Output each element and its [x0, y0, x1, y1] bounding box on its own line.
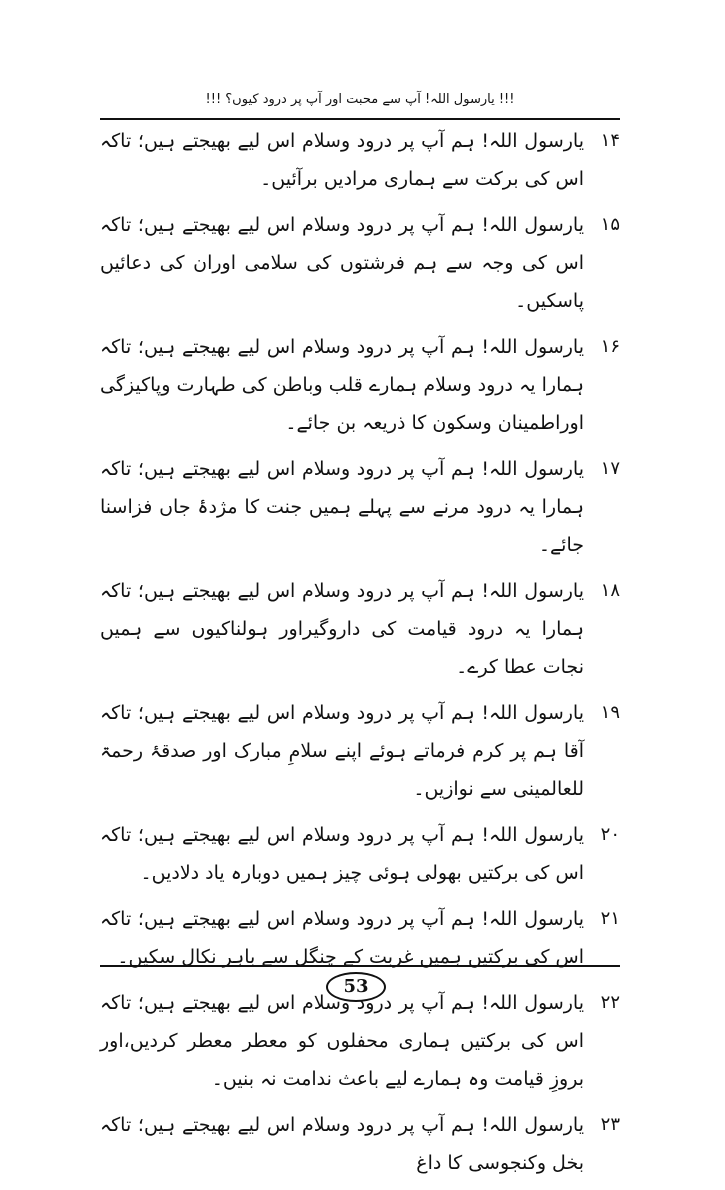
- list-item: [100, 450, 620, 564]
- entry-number: ۲۳: [600, 1114, 620, 1135]
- list-item: [100, 122, 620, 198]
- list-item: [100, 572, 620, 686]
- entry-text: یارسول اللہ! ہم آپ پر درود وسلام اس لیے بھیجتے ہیں؛ تاکہ ہمارا یہ درود وسلام ہمارے قلب وباطن کی طہارت وپاکیزگی اوراطمینان وسکون کا ذریعہ بن جائے۔: [100, 336, 584, 434]
- list-item: [100, 1106, 620, 1182]
- entry-number: ۱۷: [600, 458, 620, 479]
- entry-number: ۱۴: [600, 130, 620, 151]
- list-item: [100, 328, 620, 442]
- list-item: [100, 816, 620, 892]
- entry-number: ۱۶: [600, 336, 620, 357]
- entry-text: یارسول اللہ! ہم آپ پر درود وسلام اس لیے بھیجتے ہیں؛ تاکہ اس کی وجہ سے ہم فرشتوں کی سلامی اوران کی دعائیں پاسکیں۔: [100, 214, 584, 312]
- entry-number: ۱۹: [600, 702, 620, 723]
- entry-text: یارسول اللہ! ہم آپ پر درود وسلام اس لیے بھیجتے ہیں؛ تاکہ ہمارا یہ درود قیامت کی داروگیراور ہولناکیوں سے ہمیں نجات عطا کرے۔: [100, 580, 584, 678]
- page-number: 53: [326, 972, 386, 1002]
- entry-text: یارسول اللہ! ہم آپ پر درود وسلام اس لیے بھیجتے ہیں؛ تاکہ اس کی برکتیں ہماری محفلوں کو معطر معطر کردیں،اور بروزِ قیامت وہ ہمارے لیے باعث ندامت نہ بنیں۔: [100, 992, 584, 1090]
- entry-number: ۲۱: [600, 908, 620, 929]
- entry-text: یارسول اللہ! ہم آپ پر درود وسلام اس لیے بھیجتے ہیں؛ تاکہ ہمارا یہ درود مرنے سے پہلے ہمیں جنت کا مژدۂ جاں فزاسنا جائے۔: [100, 458, 584, 556]
- entry-number: ۲۰: [600, 824, 620, 845]
- entry-text: یارسول اللہ! ہم آپ پر درود وسلام اس لیے بھیجتے ہیں؛ تاکہ اس کی برکت سے ہماری مرادیں برآئیں۔: [100, 130, 584, 190]
- entry-number: ۱۸: [600, 580, 620, 601]
- list-item: [100, 694, 620, 808]
- entry-text: یارسول اللہ! ہم آپ پر درود وسلام اس لیے بھیجتے ہیں؛ تاکہ اس کی برکتیں بھولی ہوئی چیز ہمیں دوبارہ یاد دلادیں۔: [100, 824, 584, 884]
- entry-text: یارسول اللہ! ہم آپ پر درود وسلام اس لیے بھیجتے ہیں؛ تاکہ آقا ہم پر کرم فرماتے ہوئے اپنے سلامِ مبارک اور صدقۂ رحمۃ للعالمینی سے نوازیں۔: [100, 702, 584, 800]
- entry-number: ۲۲: [600, 992, 620, 1013]
- entry-text: یارسول اللہ! ہم آپ پر درود وسلام اس لیے بھیجتے ہیں؛ تاکہ بخل وکنجوسی کا داغ: [100, 1114, 584, 1174]
- entry-number: ۱۵: [600, 214, 620, 235]
- entry-text: یارسول اللہ! ہم آپ پر درود وسلام اس لیے بھیجتے ہیں؛ تاکہ اس کی برکتیں ہمیں غربت کے چنگل سے باہر نکال سکیں۔: [100, 908, 584, 968]
- header-rule: [100, 118, 620, 120]
- entry-list: [100, 122, 620, 1190]
- list-item: [100, 206, 620, 320]
- footer-rule: [100, 965, 620, 967]
- running-header: !!! یارسول اللہ! آپ سے محبت اور آپ پر درود کیوں؟ !!!: [205, 92, 515, 107]
